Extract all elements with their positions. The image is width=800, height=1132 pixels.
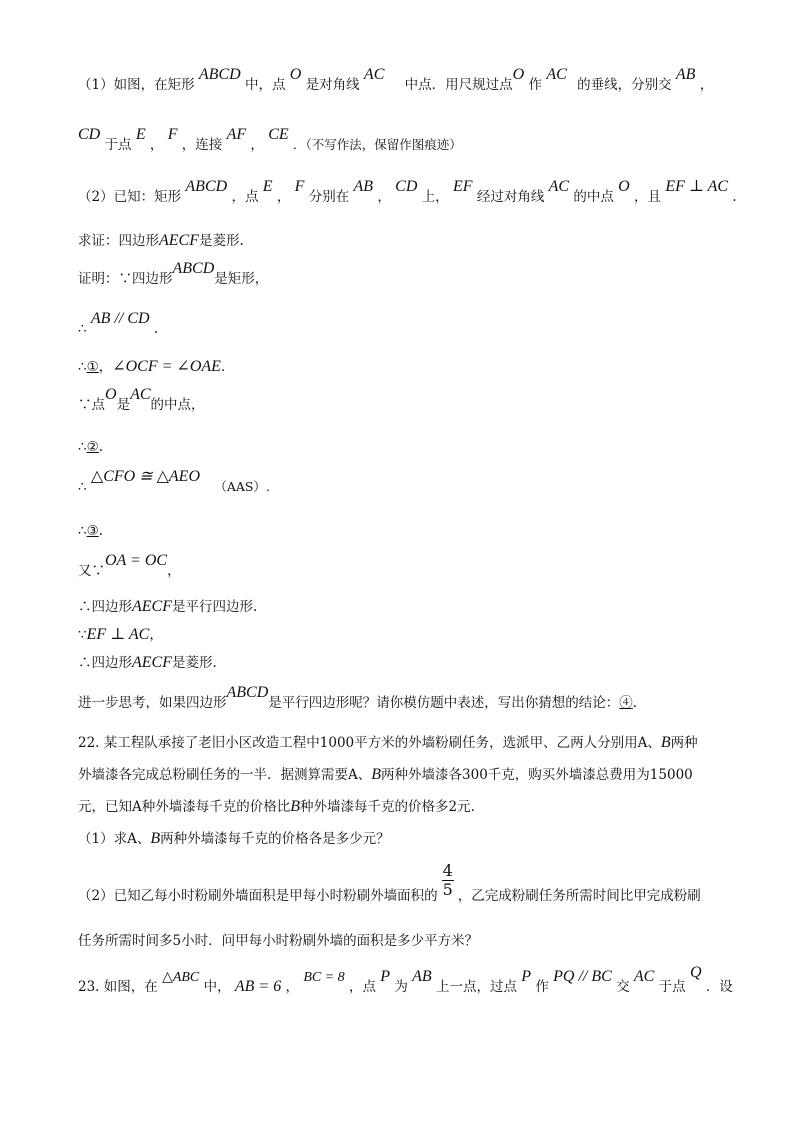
text-line: [78, 626, 163, 644]
text-line: [78, 178, 737, 206]
text: ，: [149, 137, 164, 153]
math: CE: [268, 126, 289, 143]
text: 的垂线，分别交: [577, 77, 672, 93]
math: AC: [548, 178, 570, 195]
text-line: [78, 232, 244, 250]
math: B: [371, 766, 382, 783]
text: .: [98, 523, 103, 539]
text: .: [632, 695, 638, 711]
text: ，连接: [181, 137, 223, 153]
math: PQ // BC: [553, 968, 612, 985]
text: 又∵: [78, 563, 105, 579]
text-line: [78, 798, 475, 816]
text: ，乙完成粉刷任务所需时间比甲完成粉刷: [457, 888, 701, 904]
math: E: [135, 126, 146, 143]
text: 上，: [421, 189, 449, 205]
math: ∠OCF = ∠OAE: [112, 358, 221, 375]
text-line: [78, 861, 701, 915]
math: AECF: [159, 232, 199, 249]
math: Q: [689, 964, 702, 981]
text: 22. 某工程队承接了老旧小区改造工程中1000平方米的外墙粉刷任务，选派甲、乙两人分别用A、: [78, 735, 661, 751]
text-line: [78, 468, 270, 496]
math: E: [262, 178, 273, 195]
text: ，且: [634, 189, 662, 205]
text: 是平行四边形.: [172, 599, 258, 615]
fraction-numerator: 4: [442, 861, 453, 880]
text: ．设: [705, 979, 733, 995]
text: ，: [699, 77, 714, 93]
text-line: [78, 766, 693, 784]
math: AECF: [132, 654, 172, 671]
text-line: [78, 386, 205, 414]
text: 于点: [104, 137, 132, 153]
text: ∵点: [78, 397, 105, 413]
text: 外墙漆各完成总粉刷任务的一半．据测算需要A、: [78, 767, 372, 783]
text: （2）已知乙每小时粉刷外墙面积是甲每小时粉刷外墙面积的: [78, 888, 438, 904]
text: 中，点: [244, 77, 286, 93]
text: 是对角线: [305, 77, 360, 93]
text: 求证：四边形: [78, 233, 159, 249]
text: ∴: [78, 479, 87, 495]
text: （2）已知：矩形: [78, 189, 182, 205]
text: ，: [149, 627, 163, 643]
text: ，点: [231, 189, 259, 205]
text-line: [78, 552, 181, 580]
text-line: [78, 734, 698, 752]
text: （1）求A、: [78, 831, 151, 847]
text-line: [78, 964, 733, 997]
math: B: [290, 798, 301, 815]
text: 是菱形.: [172, 655, 217, 671]
math: AF: [226, 126, 247, 143]
text-line: [78, 830, 390, 848]
math: AC: [546, 66, 567, 83]
text: 任务所需时间多5小时．问甲每小时粉刷外墙的面积是多少平方米？: [78, 933, 479, 949]
text: 两种外墙漆各300千克，购买外墙漆总费用为15000: [381, 767, 693, 783]
text: ，点: [348, 979, 376, 995]
text: 种外墙漆每千克的价格多2元.: [300, 799, 475, 815]
math: ABCD: [226, 684, 269, 701]
text: 23. 如图，在: [78, 979, 158, 995]
math: ABCD: [172, 260, 215, 277]
text: ∴: [78, 321, 87, 337]
blank-4: ④: [619, 695, 633, 711]
blank-2: ②: [86, 439, 99, 455]
math: ABCD: [198, 66, 241, 83]
math: P: [521, 968, 532, 985]
math: EF ⊥ AC: [86, 626, 150, 643]
text: ，: [377, 189, 391, 205]
math: AECF: [132, 598, 172, 615]
math: O: [289, 66, 302, 83]
math: CD: [78, 126, 101, 143]
math: P: [380, 968, 391, 985]
text: 进一步思考，如果四边形: [78, 695, 227, 711]
text-line: [78, 260, 269, 288]
text: 的中点: [573, 189, 614, 205]
text-line: [78, 654, 217, 672]
text: 是矩形，: [214, 271, 269, 287]
text-line: [78, 358, 225, 376]
text: .: [732, 189, 737, 205]
text: 作: [528, 77, 543, 93]
text: 交: [616, 979, 630, 995]
blank-1: ①: [86, 359, 99, 375]
math: EF: [452, 178, 473, 195]
text: （1）如图，在矩形: [78, 77, 195, 93]
math: ABCD: [185, 178, 228, 195]
text: 中点．用尺规过点: [404, 77, 513, 93]
math: O: [618, 178, 630, 195]
text: 是平行四边形呢？请你模仿题中表述，写出你猜想的结论：: [268, 695, 620, 711]
text: ∵: [78, 627, 87, 643]
text: 分别在: [308, 189, 350, 205]
math: AB: [412, 968, 432, 985]
math: AB = 6: [234, 978, 282, 995]
text: 元，已知A种外墙漆每千克的价格比: [78, 799, 291, 815]
text: 的中点，: [150, 397, 205, 413]
math: B: [150, 830, 161, 847]
text: ，: [250, 137, 264, 153]
text: ∴: [78, 359, 87, 375]
text-line: [78, 438, 103, 456]
math: AB // CD: [90, 310, 150, 327]
math: O: [105, 386, 117, 403]
text: 中，: [203, 979, 231, 995]
math: △CFO ≅ △AEO: [90, 468, 201, 485]
text-line: [78, 66, 714, 94]
text: ，: [98, 359, 113, 375]
text: 两种外墙漆每千克的价格各是多少元？: [160, 831, 390, 847]
text-line: [78, 684, 638, 712]
text-line: [78, 126, 462, 154]
text: ．（不写作法，保留作图痕迹）: [292, 137, 462, 152]
text: ∴: [78, 523, 87, 539]
text: 上一点，过点: [435, 979, 517, 995]
text: ，: [285, 979, 300, 995]
text: 是: [116, 397, 131, 413]
math: AC: [633, 968, 655, 985]
text: 经过对角线: [476, 189, 545, 205]
text: ，: [167, 563, 181, 579]
math: BC = 8: [303, 970, 345, 985]
text: 证明：∵四边形: [78, 271, 173, 287]
text: .: [98, 439, 103, 455]
math: AC: [130, 386, 151, 403]
math: EF ⊥ AC: [665, 178, 729, 195]
math: CD: [395, 178, 418, 195]
math: OA = OC: [105, 552, 168, 569]
fraction: [442, 862, 454, 899]
math: B: [660, 734, 671, 751]
math: AB: [675, 66, 696, 83]
text-line: [78, 522, 103, 540]
text-line: [78, 932, 478, 950]
math: AC: [363, 66, 385, 83]
text: ∴四边形: [78, 655, 132, 671]
text: 为: [394, 979, 408, 995]
math: F: [294, 178, 305, 195]
text: ，: [276, 189, 291, 205]
math: △ABC: [162, 970, 200, 985]
math: AB: [353, 178, 374, 195]
math: O: [512, 66, 525, 83]
text: 于点: [658, 979, 686, 995]
text: 两种: [670, 735, 698, 751]
text: 作: [535, 979, 549, 995]
text: .: [153, 321, 159, 337]
text: （AAS）.: [214, 479, 270, 494]
text: 是菱形.: [199, 233, 244, 249]
text-line: [78, 598, 257, 616]
blank-3: ③: [86, 523, 99, 539]
fraction-denominator: 5: [442, 880, 453, 899]
text: ∴: [78, 439, 87, 455]
math: F: [167, 126, 178, 143]
text: ∴四边形: [78, 599, 132, 615]
text-line: [78, 310, 159, 338]
text: .: [220, 359, 226, 375]
